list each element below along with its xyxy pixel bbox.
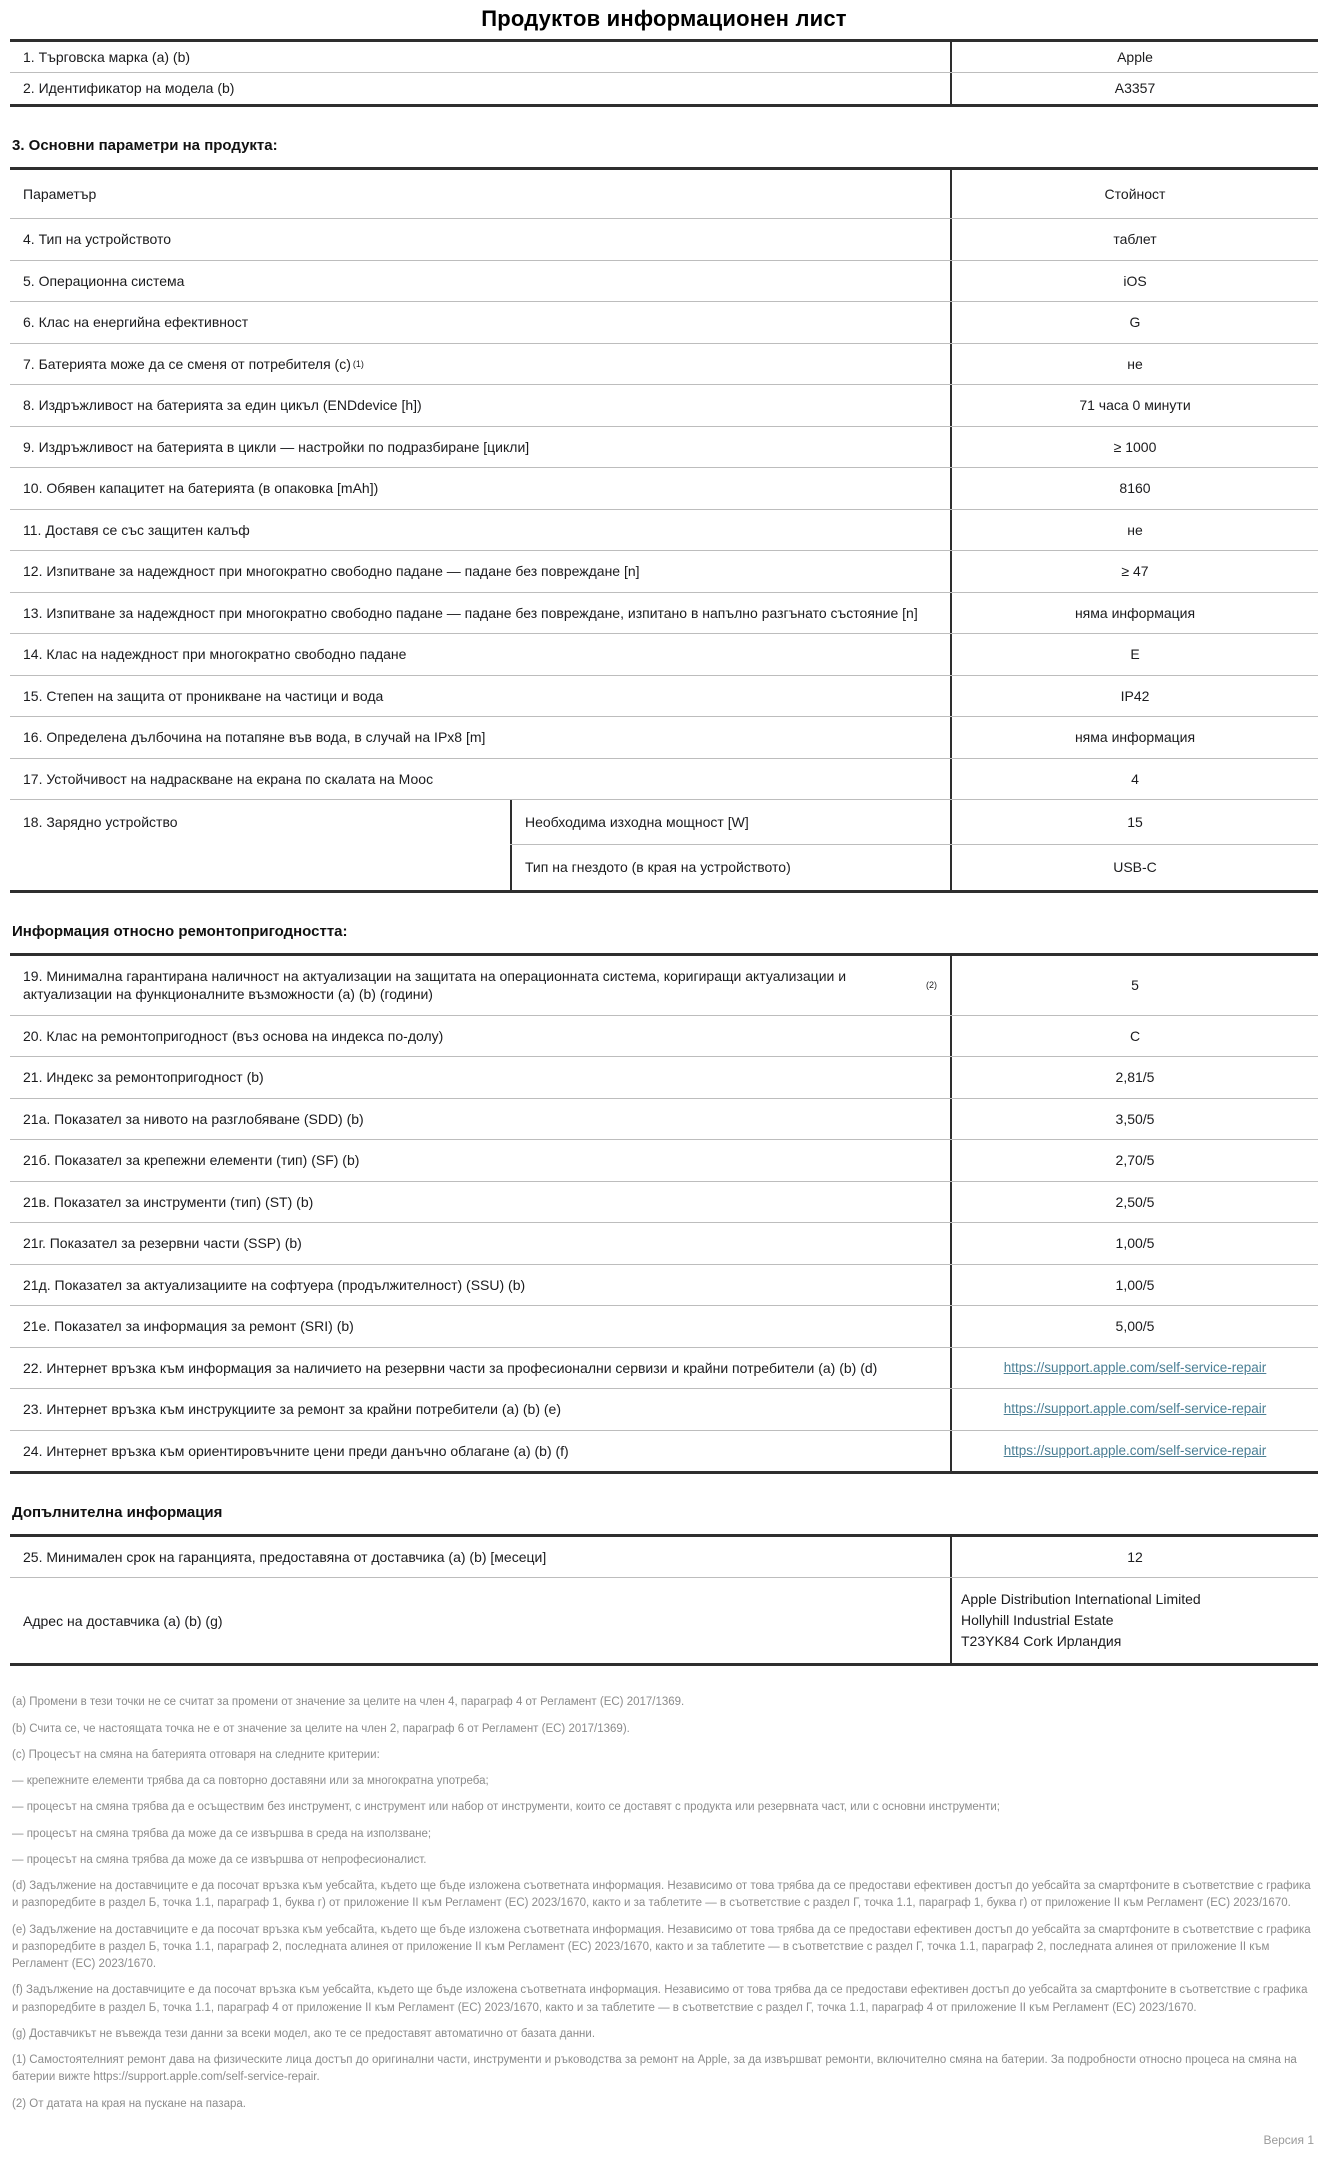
param-value-cell: IP42: [950, 676, 1318, 716]
param-value-cell: Apple: [950, 42, 1318, 72]
table-row: [10, 1431, 1318, 1471]
param-label: 19. Минимална гарантирана наличност на актуализации на защитата на операционната система, коригиращи актуализации и актуализации на функционалните възможности (a) (b) (години): [23, 967, 847, 1003]
param-label-cell: 20. Клас на ремонтопригодност (въз основа на индекса по-долу): [23, 1027, 444, 1044]
param-value-cell: USB-C: [950, 845, 1318, 889]
section-heading-main-parameters: 3. Основни параметри на продукта:: [12, 136, 278, 154]
param-label-cell: 15. Степен на защита от проникване на частици и вода: [23, 687, 384, 704]
table-row: [10, 219, 1318, 260]
footnote-text: (d) Задължение на доставчиците е да посочат връзка към уебсайта, където ще бъде изложена съответната информация. Независимо от това трябва да се предостави ефективен достъп до уебсайта за смартфоните в съответствие с графика и разпоредбите в раздел Б, точка 1.1, параграф 1, буква г) от приложение II към Регламент (ЕС) 2023/1670, както и за таблетите — в съответствие с раздел Г, точка 1.1, параграф 1, буква г) от приложение II към Регламент (ЕС) 2023/1670.: [12, 1880, 1311, 1910]
table-row: [10, 759, 1318, 800]
param-value-cell: 2,50/5: [950, 1182, 1318, 1222]
param-value-cell: 8160: [950, 468, 1318, 508]
footnote-text: (e) Задължение на доставчиците е да посочат връзка към уебсайта, където ще бъде изложена съответната информация. Независимо от това трябва да се предостави ефективен достъп до уебсайта за смартфоните в съответствие с графика и разпоредбите в раздел Б, точка 1.1, параграф 2, последната алинея от приложение II към Регламент (ЕС) 2023/1670, както и за таблетите — в съответствие с раздел Г, точка 1.1, параграф 2, последната алинея от приложение II към Регламент (ЕС) 2023/1670.: [12, 1923, 1311, 1971]
param-value-cell: [950, 1431, 1318, 1471]
table-row: [10, 261, 1318, 302]
footnote-text: (g) Доставчикът не въвежда тези данни за всеки модел, ако те се предоставят автоматично от базата данни.: [12, 2027, 596, 2040]
param-label-cell: 11. Доставя се със защитен калъф: [23, 521, 250, 538]
repairability-table: [10, 953, 1318, 1474]
table-row: [10, 1182, 1318, 1223]
param-label-cell: 6. Клас на енергийна ефективност: [23, 314, 249, 331]
param-value-cell: 5,00/5: [950, 1306, 1318, 1346]
param-value-cell: [950, 1348, 1318, 1388]
table-row: [10, 344, 1318, 385]
table-row: [10, 42, 1318, 73]
column-header-value: Стойност: [950, 170, 1318, 218]
column-header-parameter: Параметър: [23, 185, 97, 202]
footnote-text: (2) От датата на края на пускане на пазара.: [12, 2097, 246, 2110]
main-parameters-table: [10, 167, 1318, 893]
param-label-cell: 18. Зарядно устройство: [23, 813, 178, 830]
table-row: [10, 385, 1318, 426]
footnote-text: (1) Самостоятелният ремонт дава на физическите лица достъп до оригинални части, инструменти и ръководства за ремонт на Apple, за да извършват ремонти, включително смяна на батерии. За подробности относно процеса на смяна на батерии вижте https://support.apple.com/self-service-repair.: [12, 2054, 1297, 2084]
param-label-cell: 1. Търговска марка (a) (b): [23, 49, 191, 65]
param-value-cell: таблет: [950, 219, 1318, 259]
table-row: [10, 1265, 1318, 1306]
param-label-cell: 17. Устойчивост на надраскване на екрана по скалата на Моос: [23, 770, 434, 787]
param-label-cell: Адрес на доставчика (a) (b) (g): [23, 1612, 223, 1629]
param-value-cell: C: [950, 1016, 1318, 1056]
param-label-cell: 19. Минимална гарантирана наличност на актуализации на защитата на операционната система, коригиращи актуализации и актуализации на функционалните възможности (a) (b) (години) (2): [23, 967, 937, 1003]
footnote-text: — крепежните елементи трябва да са повторно доставяни или за многократна употреба;: [12, 1775, 489, 1788]
supplier-address-cell: [950, 1578, 1318, 1663]
param-value-cell: няма информация: [950, 717, 1318, 757]
charger-row: [10, 800, 1318, 890]
table-row: [10, 956, 1318, 1016]
param-label-cell: 21г. Показател за резервни части (SSP) (b): [23, 1235, 302, 1252]
param-label-cell: 7. Батерията може да се сменя от потребителя (c) (1): [23, 355, 364, 372]
param-value-cell: 2,81/5: [950, 1057, 1318, 1097]
param-value-cell: не: [950, 344, 1318, 384]
support-link[interactable]: https://support.apple.com/self-service-repair: [1003, 1442, 1267, 1458]
support-link[interactable]: https://support.apple.com/self-service-repair: [1003, 1401, 1267, 1417]
param-value-cell: 1,00/5: [950, 1223, 1318, 1263]
charger-sub-label-cell: Необходима изходна мощност [W]: [510, 800, 950, 844]
address-line: Hollyhill Industrial Estate: [961, 1612, 1114, 1629]
footnote-text: — процесът на смяна трябва да може да се извършва от непрофесионалист.: [12, 1853, 427, 1866]
param-label-cell: 22. Интернет връзка към информация за наличието на резервни части за професионални сервизи и крайни потребители (a) (b) (d): [23, 1359, 878, 1376]
param-value-cell: G: [950, 302, 1318, 342]
table-row: [10, 634, 1318, 675]
charger-sub-row: [510, 800, 1318, 844]
param-value-cell: 15: [950, 800, 1318, 844]
table-row: [10, 302, 1318, 343]
param-value-cell: 2,70/5: [950, 1140, 1318, 1180]
param-label-cell: 13. Изпитване за надеждност при многократно свободно падане — падане без повреждане, изпитано в напълно разгънато състояние [n]: [23, 604, 918, 621]
param-label-cell: 21б. Показател за крепежни елементи (тип) (SF) (b): [23, 1152, 360, 1169]
footnote-text: — процесът на смяна трябва да може да се извършва в среда на използване;: [12, 1827, 432, 1840]
param-label: 7. Батерията може да се сменя от потребителя (c): [23, 355, 351, 372]
param-value-cell: A3357: [950, 73, 1318, 103]
table-row: [10, 1578, 1318, 1663]
address-line: T23YK84 Cork Ирландия: [961, 1633, 1122, 1650]
param-value-cell: E: [950, 634, 1318, 674]
table-row: [10, 1348, 1318, 1389]
table-row: [10, 1016, 1318, 1057]
param-value-cell: 4: [950, 759, 1318, 799]
table-row: [10, 1389, 1318, 1430]
address-line: Apple Distribution International Limited: [961, 1591, 1201, 1608]
param-value-cell: ≥ 47: [950, 551, 1318, 591]
param-value-cell: 71 часа 0 минути: [950, 385, 1318, 425]
param-label-cell: 21е. Показател за информация за ремонт (SRI) (b): [23, 1318, 354, 1335]
param-label-cell: 10. Обявен капацитет на батерията (в опаковка [mAh]): [23, 480, 379, 497]
param-value-cell: [950, 1389, 1318, 1429]
footnote-text: (f) Задължение на доставчиците е да посочат връзка към уебсайта, където ще бъде изложена съответната информация. Независимо от това трябва да се предостави ефективен достъп до уебсайта за смартфоните в съответствие с графика и разпоредбите в раздел Б, точка 1.1, параграф 4 от приложение II към Регламент (ЕС) 2023/1670, както и за таблетите — в съответствие с раздел Г, точка 1.1, параграф 4 от приложение II към Регламент (ЕС) 2023/1670.: [12, 1984, 1308, 2014]
param-label-cell: 5. Операционна система: [23, 272, 185, 289]
table-row: [10, 1057, 1318, 1098]
table-row: [10, 1140, 1318, 1181]
table-header-row: [10, 170, 1318, 219]
page-title: Продуктов информационен лист: [481, 6, 847, 31]
param-label-cell: 25. Минимален срок на гаранцията, предоставяна от доставчика (a) (b) [месеци]: [23, 1549, 547, 1565]
footnote-text: — процесът на смяна трябва да е осъществим без инструмент, с инструмент или набор от инструменти, които се доставят с продукта или резервната част, или с основни инструменти;: [12, 1801, 1001, 1814]
charger-sub-label-cell: Тип на гнездото (в края на устройството): [510, 845, 950, 889]
support-link[interactable]: https://support.apple.com/self-service-repair: [1003, 1359, 1267, 1375]
param-value-cell: ≥ 1000: [950, 427, 1318, 467]
table-row: [10, 1099, 1318, 1140]
param-value-cell: не: [950, 510, 1318, 550]
footnotes: [10, 1694, 1318, 2113]
identification-table: [10, 39, 1318, 107]
table-row: [10, 510, 1318, 551]
param-label-cell: 9. Издръжливост на батерията в цикли — настройки по подразбиране [цикли]: [23, 438, 530, 455]
table-row: [10, 1306, 1318, 1347]
param-label-cell: 21. Индекс за ремонтопригодност (b): [23, 1069, 264, 1086]
param-label-cell: 21а. Показател за нивото на разглобяване (SDD) (b): [23, 1110, 364, 1127]
param-label-cell: 23. Интернет връзка към инструкциите за ремонт за крайни потребители (a) (b) (e): [23, 1401, 561, 1418]
table-row: [10, 717, 1318, 758]
table-row: [10, 676, 1318, 717]
param-label-cell: 12. Изпитване за надеждност при многократно свободно падане — падане без повреждане [n]: [23, 563, 640, 580]
param-label-cell: 16. Определена дълбочина на потапяне във вода, в случай на IPx8 [m]: [23, 729, 486, 746]
table-row: [10, 1537, 1318, 1578]
table-row: [10, 593, 1318, 634]
footnote-text: (c) Процесът на смяна на батерията отговаря на следните критерии:: [12, 1748, 380, 1761]
param-label-cell: 21д. Показател за актуализациите на софтуера (продължителност) (SSU) (b): [23, 1276, 526, 1293]
table-row: [10, 73, 1318, 103]
param-value-cell: iOS: [950, 261, 1318, 301]
section-heading-repairability: Информация относно ремонтопригодността:: [12, 922, 348, 940]
param-label-cell: 21в. Показател за инструменти (тип) (ST) (b): [23, 1193, 314, 1210]
param-value-cell: 12: [950, 1537, 1318, 1577]
param-label-cell: 4. Тип на устройството: [23, 231, 172, 248]
param-label-cell: 24. Интернет връзка към ориентировъчните цени преди данъчно облагане (a) (b) (f): [23, 1442, 569, 1459]
table-row: [10, 427, 1318, 468]
param-value-cell: 3,50/5: [950, 1099, 1318, 1139]
additional-info-table: [10, 1534, 1318, 1666]
param-value-cell: 5: [950, 956, 1318, 1015]
param-label-cell: 8. Издръжливост на батерията за един цикъл (ENDdevice [h]): [23, 397, 422, 414]
param-value-cell: няма информация: [950, 593, 1318, 633]
param-label-cell: 14. Клас на надеждност при многократно свободно падане: [23, 646, 407, 663]
footnote-text: (a) Промени в тези точки не се считат за промени от значение за целите на член 4, параграф 4 от Регламент (ЕС) 2017/1369.: [12, 1696, 685, 1709]
section-heading-additional-info: Допълнителна информация: [12, 1504, 223, 1521]
table-row: [10, 1223, 1318, 1264]
charger-sub-rows: [510, 800, 1318, 890]
table-row: [10, 468, 1318, 509]
charger-sub-row: [510, 844, 1318, 889]
version-label: Версия 1: [1263, 2132, 1314, 2147]
footnote-text: (b) Счита се, че настоящата точка не е от значение за целите на член 2, параграф 6 от Регламент (ЕС) 2017/1369).: [12, 1722, 630, 1735]
param-value-cell: 1,00/5: [950, 1265, 1318, 1305]
param-label-cell: 2. Идентификатор на модела (b): [23, 80, 235, 97]
table-row: [10, 551, 1318, 592]
